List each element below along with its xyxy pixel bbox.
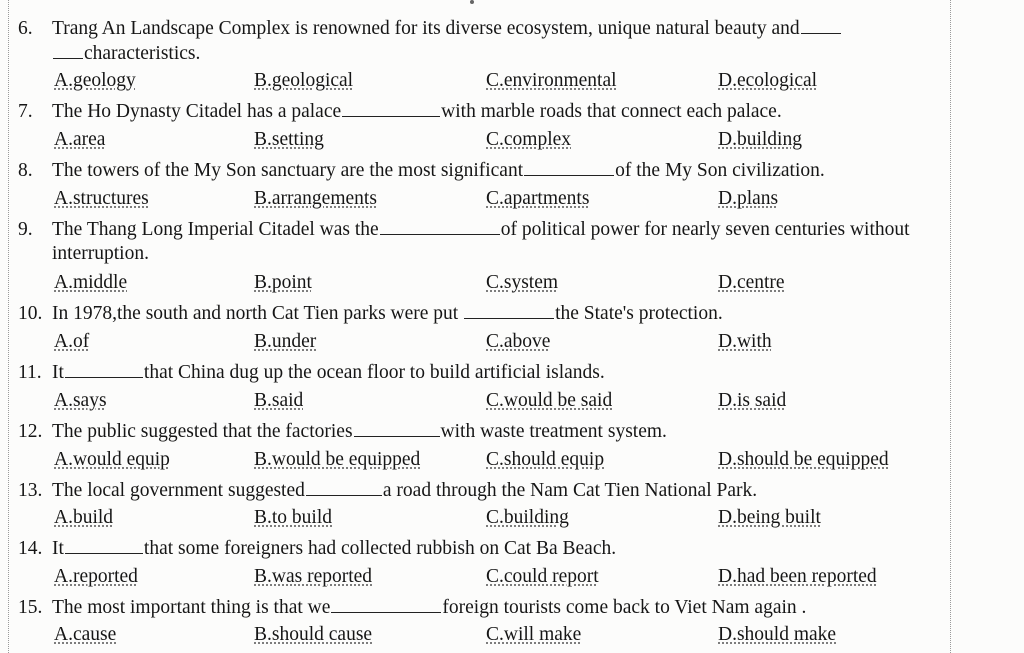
question-text: The Ho Dynasty Citadel has a palace: [52, 101, 342, 122]
option-d[interactable]: D.should be equipped: [718, 449, 889, 470]
question-text: Trang An Landscape Complex is renowned for its diverse ecosystem, unique natural beauty and: [52, 18, 800, 39]
question-text: In 1978,the south and north Cat Tien parks were put: [52, 303, 459, 324]
question-text-after: the State's protection.: [555, 303, 723, 324]
options-14: [0, 564, 1024, 590]
option-b[interactable]: B.said: [254, 390, 304, 411]
question-text-after: foreign tourists come back to Viet Nam again .: [442, 597, 807, 618]
option-d[interactable]: D.with: [718, 331, 772, 352]
option-a[interactable]: A.area: [54, 129, 106, 150]
options-7: [0, 127, 1024, 153]
question-text-after: that China dug up the ocean floor to build artificial islands.: [143, 362, 605, 383]
option-a[interactable]: A.would equip: [54, 449, 170, 470]
question-13: [18, 477, 1024, 504]
option-a[interactable]: A.build: [54, 507, 114, 528]
option-c[interactable]: C.system: [486, 272, 559, 293]
option-b[interactable]: B.arrangements: [254, 188, 377, 209]
option-c[interactable]: C.will make: [486, 624, 582, 645]
option-b[interactable]: B.geological: [254, 70, 354, 91]
option-c[interactable]: C.would be said: [486, 390, 613, 411]
answer-blank[interactable]: [464, 300, 554, 319]
options-9: [0, 270, 1024, 296]
question-text-continued: characteristics.: [84, 43, 201, 64]
option-c[interactable]: C.apartments: [486, 188, 590, 209]
question-number: 14.: [18, 538, 43, 559]
options-12: [0, 447, 1024, 473]
option-b[interactable]: B.setting: [254, 129, 324, 150]
question-14: [18, 535, 1024, 562]
option-b[interactable]: B.was reported: [254, 566, 373, 587]
question-text: The local government suggested: [52, 480, 305, 501]
options-13: [0, 505, 1024, 531]
option-a[interactable]: A.of: [54, 331, 90, 352]
answer-blank-lead: [53, 40, 83, 59]
option-d[interactable]: D.is said: [718, 390, 787, 411]
option-c[interactable]: C.complex: [486, 129, 572, 150]
question-text: It: [52, 538, 64, 559]
option-a[interactable]: A.middle: [54, 272, 128, 293]
question-number: 9.: [18, 219, 33, 240]
option-b[interactable]: B.would be equipped: [254, 449, 421, 470]
question-11: [18, 359, 1024, 386]
question-6: [18, 15, 1024, 42]
question-15: [18, 594, 1024, 621]
question-9-continuation: [52, 242, 149, 266]
question-10: [18, 300, 1024, 327]
question-number: 12.: [18, 421, 43, 442]
question-9: [18, 216, 1024, 243]
question-text: The Thang Long Imperial Citadel was the: [52, 219, 379, 240]
option-b[interactable]: B.point: [254, 272, 312, 293]
question-number: 15.: [18, 597, 43, 618]
option-a[interactable]: A.says: [54, 390, 107, 411]
question-text-continued: interruption.: [52, 243, 149, 264]
option-b[interactable]: B.to build: [254, 507, 333, 528]
option-a[interactable]: A.geology: [54, 70, 136, 91]
question-number: 13.: [18, 480, 43, 501]
answer-blank[interactable]: [331, 594, 441, 613]
question-7: [18, 98, 1024, 125]
option-b[interactable]: B.under: [254, 331, 317, 352]
answer-blank[interactable]: [380, 216, 500, 235]
options-6: [0, 68, 1024, 94]
option-d[interactable]: D.plans: [718, 188, 779, 209]
option-c[interactable]: C.above: [486, 331, 551, 352]
option-c[interactable]: C.building: [486, 507, 569, 528]
question-text: The public suggested that the factories: [52, 421, 353, 442]
answer-blank[interactable]: [65, 359, 143, 378]
options-15: [0, 622, 1024, 648]
question-text: The most important thing is that we: [52, 597, 331, 618]
answer-blank[interactable]: [524, 157, 614, 176]
question-8: [18, 157, 1024, 184]
options-10: [0, 329, 1024, 355]
left-margin-rule: [8, 0, 9, 653]
option-d[interactable]: D.should make: [718, 624, 837, 645]
option-c[interactable]: C.should equip: [486, 449, 605, 470]
question-number: 6.: [18, 18, 33, 39]
question-text-after: with marble roads that connect each palace.: [441, 101, 782, 122]
option-a[interactable]: A.reported: [54, 566, 138, 587]
question-number: 8.: [18, 160, 33, 181]
question-number: 7.: [18, 101, 33, 122]
option-d[interactable]: D.being built: [718, 507, 821, 528]
answer-blank[interactable]: [354, 418, 440, 437]
option-b[interactable]: B.should cause: [254, 624, 373, 645]
option-c[interactable]: C.could report: [486, 566, 599, 587]
question-text-after: of the My Son civilization.: [615, 160, 825, 181]
answer-blank[interactable]: [801, 15, 841, 34]
question-text-after: of political power for nearly seven centuries without: [500, 219, 910, 240]
option-a[interactable]: A.cause: [54, 624, 117, 645]
option-d[interactable]: D.building: [718, 129, 802, 150]
question-number: 10.: [18, 303, 43, 324]
options-11: [0, 388, 1024, 414]
question-number: 11.: [18, 362, 42, 383]
option-d[interactable]: D.had been reported: [718, 566, 877, 587]
question-text: It: [52, 362, 64, 383]
option-d[interactable]: D.centre: [718, 272, 785, 293]
option-c[interactable]: C.environmental: [486, 70, 617, 91]
question-text-after: that some foreigners had collected rubbish on Cat Ba Beach.: [143, 538, 617, 559]
answer-blank[interactable]: [65, 535, 143, 554]
question-12: [18, 418, 1024, 445]
option-a[interactable]: A.structures: [54, 188, 149, 209]
answer-blank[interactable]: [306, 477, 382, 496]
page-mark: [470, 0, 474, 4]
options-8: [0, 186, 1024, 212]
question-text-after: with waste treatment system.: [440, 421, 667, 442]
option-d[interactable]: D.ecological: [718, 70, 818, 91]
question-6-continuation: [52, 40, 200, 66]
question-text-after: a road through the Nam Cat Tien National Park.: [382, 480, 758, 501]
answer-blank[interactable]: [342, 98, 440, 117]
question-text: The towers of the My Son sanctuary are the most significant: [52, 160, 524, 181]
